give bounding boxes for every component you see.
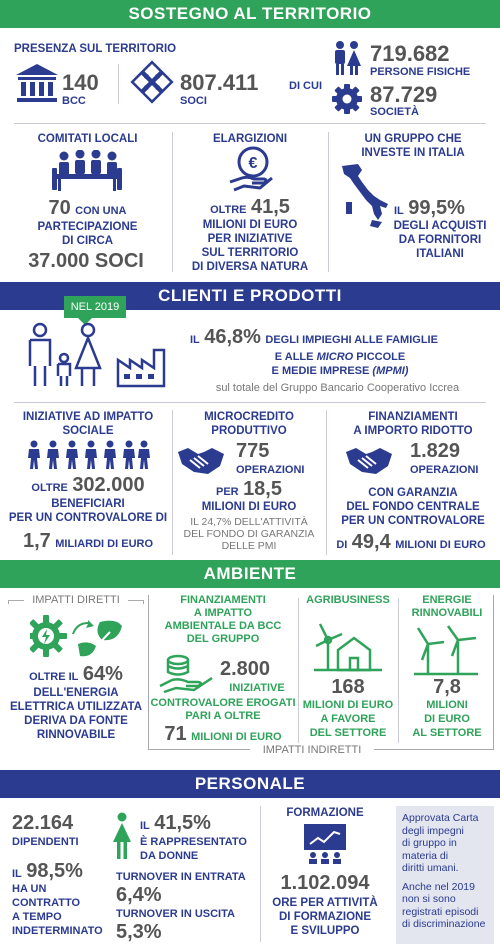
tempo-text-4: INDETERMINATO xyxy=(12,925,103,937)
section-header-personale: PERSONALE xyxy=(0,770,500,798)
fin-amount: 71 xyxy=(164,723,187,745)
people-pair-icon xyxy=(332,40,362,76)
energia-stat xyxy=(6,663,146,686)
italia-text-1: DEGLI ACQUISTI xyxy=(393,220,487,232)
impieghi-text-2b: MICRO xyxy=(316,351,354,363)
tempo-text-2: CONTRATTO xyxy=(12,897,81,909)
elargizioni-text-4: DI DIVERSA NATURA xyxy=(191,261,309,273)
elargizioni-text-2: PER INIZIATIVE xyxy=(207,233,293,245)
divider xyxy=(14,123,486,124)
elargizioni-text-1: MILIONI DI EURO xyxy=(202,219,298,231)
presentation-icon xyxy=(302,822,348,864)
donne-pre: IL xyxy=(140,820,150,832)
di-cui-label: DI CUI xyxy=(289,80,322,92)
section-header-ambiente: AMBIENTE xyxy=(0,560,500,588)
tempo-text-3: A TEMPO xyxy=(12,911,62,923)
turnover-uscita-value: 5,3% xyxy=(116,921,162,943)
impatti-diretti-label: IMPATTI DIRETTI xyxy=(24,594,128,606)
micro-note-2: DEL FONDO DI GARANZIA xyxy=(183,528,315,540)
impieghi-text-3a: E MEDIE IMPRESE xyxy=(271,365,370,377)
ridotto-value xyxy=(326,531,496,554)
impatto-count: 302.000 xyxy=(72,474,145,496)
box-text-2a: Anche nel 2019 xyxy=(402,880,475,893)
energia-text-2: ELETTRICA UTILIZZATA xyxy=(9,701,142,713)
micro-unit: MILIONI DI EURO xyxy=(201,501,297,513)
impieghi-line-3 xyxy=(190,365,490,378)
italia-title-1: UN GRUPPO CHE xyxy=(364,133,462,145)
ridotto-pre: DI xyxy=(336,539,348,551)
tempo-percentage: 98,5% xyxy=(26,860,83,882)
factory-icon xyxy=(116,346,172,388)
woman-icon xyxy=(112,812,132,860)
divider xyxy=(298,598,299,743)
formazione-title: FORMAZIONE xyxy=(286,807,364,819)
ridotto-label: OPERAZIONI xyxy=(410,464,479,476)
formazione-hours: 1.102.094 xyxy=(280,872,370,894)
meeting-icon xyxy=(52,150,122,192)
farm-icon xyxy=(314,616,382,672)
bank-icon xyxy=(14,62,60,104)
turnover-entrata-value: 6,4% xyxy=(116,884,162,906)
energy-icon xyxy=(30,614,126,660)
impatto-title-2: SOCIALE xyxy=(62,425,114,437)
wind-turbine-icon xyxy=(414,624,478,676)
micro-value xyxy=(174,478,324,501)
handshake-icon xyxy=(344,444,394,478)
elargizioni-pre: OLTRE xyxy=(210,204,247,216)
ridotto-count: 1.829 xyxy=(410,440,461,462)
box-text-1e: diritti umani. xyxy=(402,862,459,874)
micro-label: OPERAZIONI xyxy=(236,464,305,476)
persone-fisiche-count: 719.682 xyxy=(370,41,450,66)
fin-title-1: FINANZIAMENTI xyxy=(180,594,266,606)
energie-title-1: ENERGIE xyxy=(422,594,472,606)
ridotto-amount: 49,4 xyxy=(351,531,391,553)
fin-text-1: CONTROVALORE EROGATI xyxy=(150,697,296,709)
fin-count: 2.800 xyxy=(220,658,271,680)
agri-title: AGRIBUSINESS xyxy=(306,594,390,606)
divider xyxy=(260,806,261,942)
formazione-text-2: DI FORMAZIONE xyxy=(279,911,371,923)
formazione-text-1: ORE PER ATTIVITÀ xyxy=(272,897,378,909)
fin-title-3: AMBIENTALE DA BCC xyxy=(164,620,282,632)
handshake-icon xyxy=(176,444,226,478)
divider xyxy=(172,132,173,272)
year-tag xyxy=(64,296,126,318)
societa-label: SOCIETÀ xyxy=(370,106,419,118)
impatto-title-1: INIZIATIVE AD IMPATTO xyxy=(22,411,154,423)
energie-text-1: MILIONI xyxy=(426,699,468,711)
fin-unit: MILIONI DI EURO xyxy=(191,731,282,743)
energia-text-4: RINNOVABILE xyxy=(36,729,116,741)
energia-pre: OLTRE IL xyxy=(29,671,79,683)
impatti-indiretti-label: IMPATTI INDIRETTI xyxy=(250,744,374,756)
comitati-title: COMITATI LOCALI xyxy=(37,133,138,145)
divider xyxy=(172,410,173,555)
box-text-1d: materia di xyxy=(402,849,449,862)
divider xyxy=(118,64,119,104)
elargizioni-stat xyxy=(175,196,325,219)
italia-percentage: 99,5% xyxy=(408,197,465,219)
impatto-pre: OLTRE xyxy=(31,482,68,494)
puzzle-icon xyxy=(130,60,174,104)
impieghi-text-3b: (MPMI) xyxy=(372,365,409,377)
micro-note-1: IL 24,7% DELL'ATTIVITÀ xyxy=(190,516,308,528)
impieghi-subtext: sul totale del Gruppo Bancario Cooperativo Iccrea xyxy=(215,382,460,394)
divider xyxy=(398,598,399,743)
donne-text-1: È RAPPRESENTATO xyxy=(140,836,247,848)
divider xyxy=(328,132,329,272)
tempo-pre: IL xyxy=(12,868,22,880)
micro-amount: 18,5 xyxy=(243,478,282,500)
coins-hand-icon xyxy=(158,652,214,694)
micro-title-2: PRODUTTIVO xyxy=(211,425,287,437)
persone-fisiche-label: PERSONE FISICHE xyxy=(370,66,471,78)
donne-text-2: DA DONNE xyxy=(140,850,199,862)
impieghi-percentage: 46,8% xyxy=(204,326,261,348)
soci-count: 807.411 xyxy=(180,70,259,95)
impatto-unit: MILIARDI DI EURO xyxy=(55,538,154,550)
comitati-stat xyxy=(10,197,165,220)
micro-count: 775 xyxy=(236,440,270,462)
impatto-text-1: BENEFICIARI xyxy=(51,498,125,510)
italia-pre: IL xyxy=(394,205,404,217)
coin-hand-icon xyxy=(228,146,274,194)
ridotto-text-1: CON GARANZIA xyxy=(368,487,458,499)
elargizioni-title: ELARGIZIONI xyxy=(212,133,288,145)
ridotto-title-1: FINANZIAMENTI xyxy=(368,411,458,423)
impatto-amount: 1,7 xyxy=(22,530,51,552)
fin-title-4: DEL GRUPPO xyxy=(186,633,260,645)
crowd-icon xyxy=(26,440,150,470)
box-text-2b: non si sono xyxy=(402,893,456,905)
comitati-text: CON UNA xyxy=(75,205,127,217)
impieghi-text-2c: PICCOLE xyxy=(356,351,406,363)
impieghi-text-1: DEGLI IMPIEGHI ALLE FAMIGLIE xyxy=(265,334,438,346)
impatto-text-2: PER UN CONTROVALORE DI xyxy=(8,512,168,524)
energie-text-3: AL SETTORE xyxy=(412,727,482,739)
bcc-count: 140 xyxy=(62,70,99,95)
ridotto-text-3: PER UN CONTROVALORE xyxy=(341,515,485,527)
impieghi-line-2 xyxy=(190,351,490,364)
energie-amount: 7,8 xyxy=(433,676,461,698)
comitati-count: 70 xyxy=(48,197,71,219)
italia-stat xyxy=(394,197,465,220)
energia-percentage: 64% xyxy=(82,663,123,685)
ridotto-text-2: DEL FONDO CENTRALE xyxy=(346,501,480,513)
ridotto-unit: MILIONI DI EURO xyxy=(395,539,486,551)
impieghi-line-1 xyxy=(190,326,438,349)
comitati-big-number: 37.000 SOCI xyxy=(28,250,144,272)
tempo-text-1: HA UN xyxy=(12,883,47,895)
year-tag-label: NEL 2019 xyxy=(70,301,120,313)
micro-pre: PER xyxy=(215,486,239,498)
impatto-value xyxy=(6,530,170,553)
section-header-sostegno: SOSTEGNO AL TERRITORIO xyxy=(0,0,500,28)
micro-title-1: MICROCREDITO xyxy=(204,411,294,423)
dipendenti-count: 22.164 xyxy=(12,812,74,834)
energia-text-3: DERIVA DA FONTE xyxy=(24,715,128,727)
soci-label: SOCI xyxy=(180,95,207,107)
box-text-1b: degli impegni xyxy=(402,824,464,837)
energia-text-1: DELL'ENERGIA xyxy=(33,687,119,699)
fin-title-2: A IMPATTO xyxy=(193,607,253,619)
comitati-text: PARTECIPAZIONE xyxy=(37,221,138,233)
bcc-label: BCC xyxy=(62,95,86,107)
societa-count: 87.729 xyxy=(370,82,438,107)
agri-text-3: DEL SETTORE xyxy=(309,727,387,739)
agri-text-2: A FAVORE xyxy=(320,713,376,725)
presence-title: PRESENZA SUL TERRITORIO xyxy=(14,43,177,55)
elargizioni-amount: 41,5 xyxy=(250,196,290,218)
ridotto-title-2: A IMPORTO RIDOTTO xyxy=(353,425,473,437)
box-text-2c: registrati episodi xyxy=(402,905,479,918)
box-text-1c: di gruppo in xyxy=(402,837,457,849)
dipendenti-label: DIPENDENTI xyxy=(12,836,79,848)
italia-text-2: DA FORNITORI xyxy=(398,234,482,246)
divider xyxy=(14,402,486,403)
italia-title-2: INVESTE IN ITALIA xyxy=(361,147,465,159)
italy-map-icon xyxy=(336,162,396,234)
turnover-uscita-label: TURNOVER IN USCITA xyxy=(116,908,235,920)
italia-text-3: ITALIANI xyxy=(416,248,464,260)
family-icon xyxy=(26,322,106,388)
gear-icon xyxy=(331,83,363,115)
formazione-text-3: E SVILUPPO xyxy=(290,925,360,937)
tempo-stat xyxy=(12,860,83,883)
elargizioni-text-3: SUL TERRITORIO xyxy=(201,247,299,259)
fin-value xyxy=(150,723,296,746)
box-text-2d: di discriminazione xyxy=(402,918,486,930)
fin-label: INIZIATIVE xyxy=(229,682,285,694)
impatto-stat xyxy=(6,474,170,497)
donne-stat xyxy=(140,812,211,835)
agri-text-1: MILIONI DI EURO xyxy=(302,699,394,711)
fin-text-2: PARI A OLTRE xyxy=(185,710,261,722)
energie-text-2: DI EURO xyxy=(424,713,470,725)
section-header-clienti: CLIENTI E PRODOTTI xyxy=(0,282,500,310)
impieghi-text-2a: E ALLE xyxy=(274,351,314,363)
svg-text:€: € xyxy=(248,155,258,172)
rights-info-box xyxy=(396,806,494,944)
donne-percentage: 41,5% xyxy=(154,812,211,834)
micro-note-3: DELLE PMI xyxy=(221,540,277,552)
box-text-1a: Approvata Carta xyxy=(402,812,479,824)
turnover-entrata-label: TURNOVER IN ENTRATA xyxy=(116,871,246,883)
impieghi-pre: IL xyxy=(190,334,200,346)
energie-title-2: RINNOVABILI xyxy=(411,607,483,619)
comitati-text: DI CIRCA xyxy=(61,235,114,247)
agri-amount: 168 xyxy=(331,676,365,698)
